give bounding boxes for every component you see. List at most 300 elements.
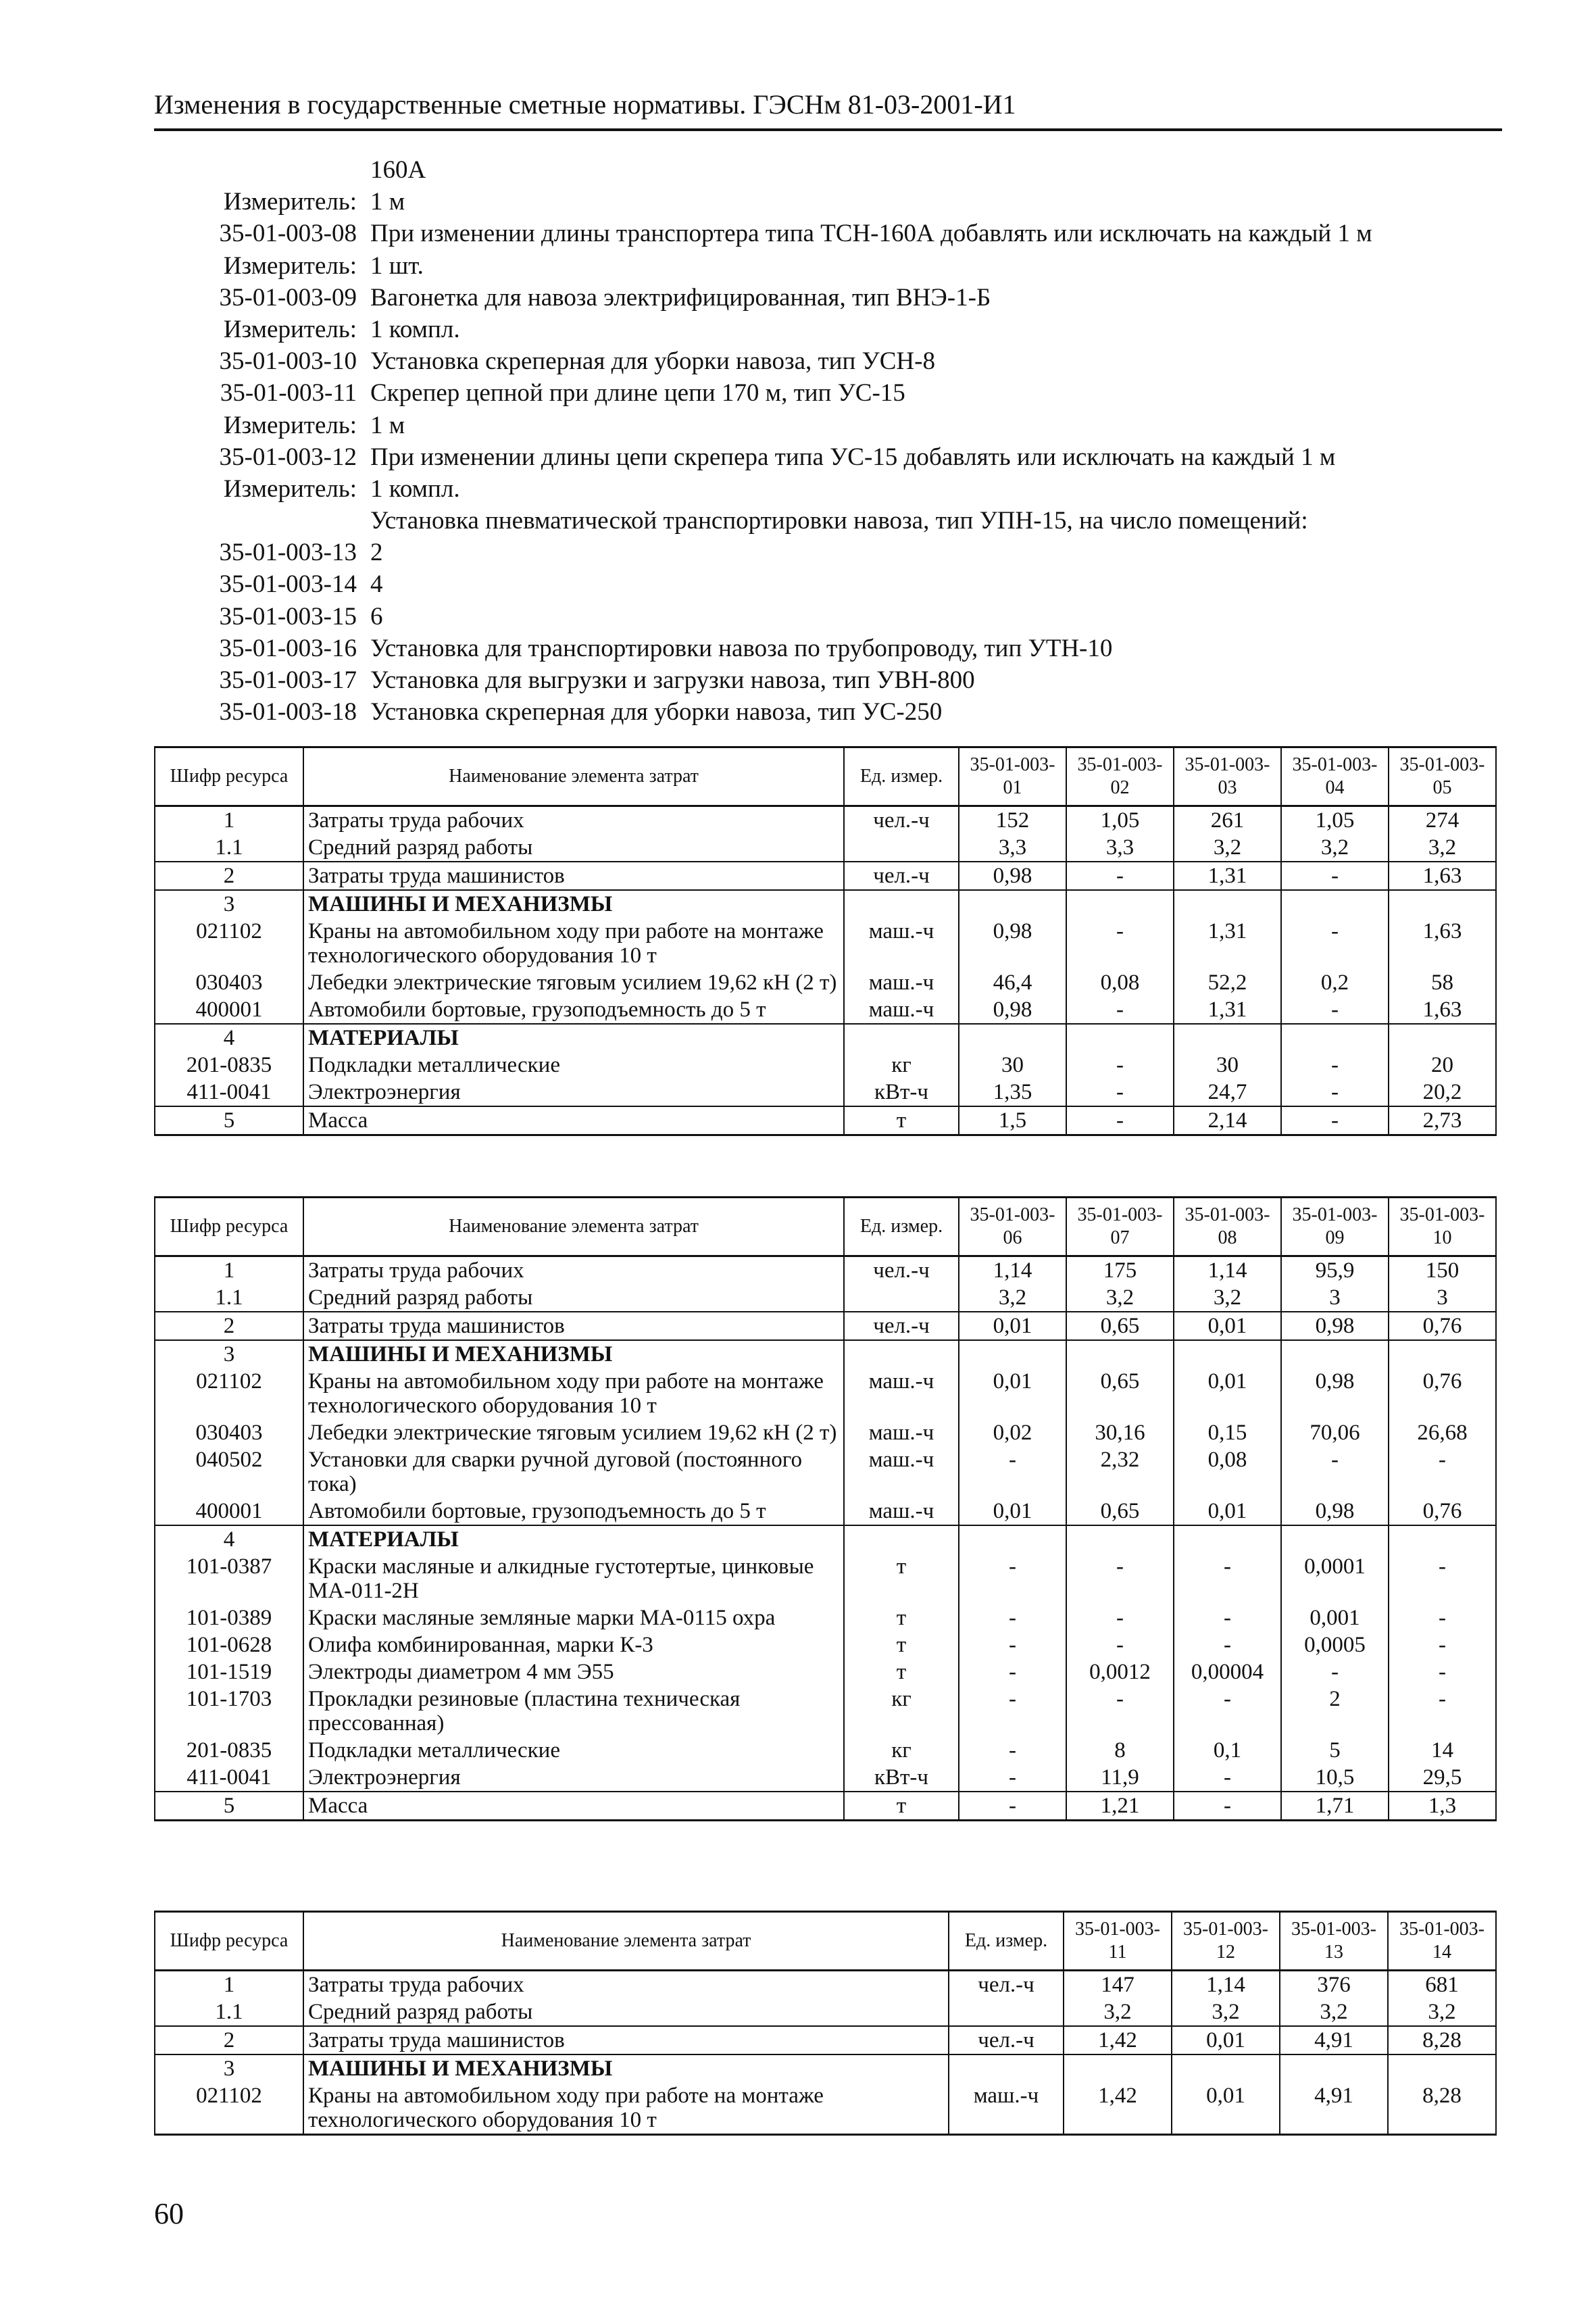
resource-code: 411-0041 xyxy=(155,1764,303,1792)
column-header: 35-01-003-14 xyxy=(1388,1912,1496,1971)
norm-value: - xyxy=(959,1792,1066,1821)
norm-value: 376 xyxy=(1280,1971,1388,1999)
table-row xyxy=(155,1998,1496,2026)
norm-value: 70,06 xyxy=(1281,1419,1389,1446)
table-row xyxy=(155,1971,1496,1999)
norm-value: 1,14 xyxy=(959,1256,1066,1285)
unit xyxy=(949,2054,1064,2082)
norm-value: 3,2 xyxy=(1172,1998,1280,2026)
unit: маш.-ч xyxy=(844,1498,959,1525)
norm-value xyxy=(1281,1024,1389,1052)
cost-element-name: Затраты труда рабочих xyxy=(303,1971,949,1999)
table-row xyxy=(155,1498,1496,1525)
resource-code: 1 xyxy=(155,1256,303,1285)
cost-element-name: Затраты труда машинистов xyxy=(303,862,844,890)
table-row xyxy=(155,1604,1496,1631)
resource-table-2 xyxy=(154,1196,1497,1821)
intro-code: 35-01-003-10 xyxy=(219,347,357,376)
resource-code: 2 xyxy=(155,862,303,890)
cost-element-name: Краны на автомобильном ходу при работе на монтаже технологического оборудования 10 т xyxy=(303,2082,949,2135)
resource-code: 400001 xyxy=(155,1498,303,1525)
table-row xyxy=(155,1792,1496,1821)
table-row xyxy=(155,1368,1496,1419)
table-row xyxy=(155,918,1496,969)
table-row xyxy=(155,834,1496,862)
norm-value: 261 xyxy=(1174,806,1281,835)
unit xyxy=(844,1024,959,1052)
norm-value: 1,42 xyxy=(1064,2026,1172,2054)
norm-value: 1,05 xyxy=(1066,806,1174,835)
intro-line xyxy=(154,345,1505,377)
cost-element-name: Подкладки металлические xyxy=(303,1737,844,1764)
norm-value: 1,14 xyxy=(1172,1971,1280,1999)
cost-element-name: Краски масляные земляные марки МА-0115 охра xyxy=(303,1604,844,1631)
resource-code: 101-0628 xyxy=(155,1631,303,1658)
resource-code: 3 xyxy=(155,890,303,918)
table-row xyxy=(155,1737,1496,1764)
unit: маш.-ч xyxy=(844,918,959,969)
resource-table-3 xyxy=(154,1911,1497,2136)
norm-value: - xyxy=(1066,1604,1174,1631)
resource-code: 2 xyxy=(155,2026,303,2054)
norm-value: - xyxy=(959,1685,1066,1737)
norm-value: 1,42 xyxy=(1064,2082,1172,2135)
norm-value: - xyxy=(959,1553,1066,1604)
resource-code: 201-0835 xyxy=(155,1052,303,1079)
column-header: 35-01-003-07 xyxy=(1066,1198,1174,1256)
column-header: 35-01-003-01 xyxy=(959,747,1066,806)
norm-value: 0,01 xyxy=(959,1368,1066,1419)
norm-value: 0,98 xyxy=(959,918,1066,969)
norm-value: 0,98 xyxy=(1281,1498,1389,1525)
norm-value: - xyxy=(1281,862,1389,890)
norm-value: - xyxy=(1281,1446,1389,1498)
unit xyxy=(844,890,959,918)
norm-value: - xyxy=(1066,1685,1174,1737)
resource-code: 040502 xyxy=(155,1446,303,1498)
table-row xyxy=(155,862,1496,890)
running-header: Изменения в государственные сметные нормативы. ГЭСНм 81-03-2001-И1 xyxy=(154,88,1502,131)
resource-code: 101-1703 xyxy=(155,1685,303,1737)
norm-value: 3,2 xyxy=(959,1284,1066,1312)
norm-value: - xyxy=(1066,1079,1174,1106)
intro-code: 35-01-003-11 xyxy=(220,379,357,408)
unit xyxy=(949,1998,1064,2026)
cost-element-name: Затраты труда машинистов xyxy=(303,2026,949,2054)
norm-value: - xyxy=(1066,996,1174,1024)
norm-value: 0,001 xyxy=(1281,1604,1389,1631)
norm-value xyxy=(959,890,1066,918)
unit: кг xyxy=(844,1052,959,1079)
norm-value: 150 xyxy=(1389,1256,1496,1285)
norm-value: 0,01 xyxy=(1174,1368,1281,1419)
norm-value: 3,3 xyxy=(959,834,1066,862)
resource-code: 3 xyxy=(155,2054,303,2082)
norm-value: 1,35 xyxy=(959,1079,1066,1106)
norm-value: 0,01 xyxy=(959,1312,1066,1340)
cost-element-name: МАШИНЫ И МЕХАНИЗМЫ xyxy=(303,890,844,918)
column-header: 35-01-003-10 xyxy=(1389,1198,1496,1256)
table-row xyxy=(155,1446,1496,1498)
norm-value: 0,15 xyxy=(1174,1419,1281,1446)
norm-value: 0,0001 xyxy=(1281,1553,1389,1604)
norm-value: 175 xyxy=(1066,1256,1174,1285)
norm-value: 0,65 xyxy=(1066,1312,1174,1340)
cost-element-name: Лебедки электрические тяговым усилием 19,62 кН (2 т) xyxy=(303,969,844,996)
cost-element-name: МАШИНЫ И МЕХАНИЗМЫ xyxy=(303,2054,949,2082)
norm-value: 14 xyxy=(1389,1737,1496,1764)
norm-value: - xyxy=(1066,1553,1174,1604)
column-header: 35-01-003-05 xyxy=(1389,747,1496,806)
norm-value: 30 xyxy=(959,1052,1066,1079)
unit: т xyxy=(844,1658,959,1685)
norm-value: 26,68 xyxy=(1389,1419,1496,1446)
norm-value: 2 xyxy=(1281,1685,1389,1737)
norm-value: - xyxy=(1389,1631,1496,1658)
norm-value: - xyxy=(1174,1764,1281,1792)
norm-value: 30,16 xyxy=(1066,1419,1174,1446)
table-row xyxy=(155,1256,1496,1285)
norm-value: 11,9 xyxy=(1066,1764,1174,1792)
intro-text: Установка пневматической транспортировки навоза, тип УПН-15, на число помещений: xyxy=(370,507,1308,535)
norm-value: 8,28 xyxy=(1388,2082,1496,2135)
norm-value xyxy=(1066,1024,1174,1052)
intro-line xyxy=(154,473,1505,505)
column-header: Шифр ресурса xyxy=(155,1198,303,1256)
norm-value: 1,31 xyxy=(1174,862,1281,890)
cost-element-name: Краны на автомобильном ходу при работе на монтаже технологического оборудования 10 т xyxy=(303,918,844,969)
resource-code: 101-0389 xyxy=(155,1604,303,1631)
norm-value xyxy=(1174,890,1281,918)
cost-element-name: Установки для сварки ручной дуговой (постоянного тока) xyxy=(303,1446,844,1498)
column-header: Ед. измер. xyxy=(844,1198,959,1256)
norm-value: 20,2 xyxy=(1389,1079,1496,1106)
resource-code: 4 xyxy=(155,1024,303,1052)
table-row xyxy=(155,1764,1496,1792)
intro-text: Скрепер цепной при длине цепи 170 м, тип УС-15 xyxy=(370,379,905,408)
norm-value: 3 xyxy=(1281,1284,1389,1312)
norm-value: 2,14 xyxy=(1174,1106,1281,1135)
norm-value: 1,63 xyxy=(1389,862,1496,890)
norm-value: - xyxy=(1389,1446,1496,1498)
table-row xyxy=(155,2026,1496,2054)
intro-line xyxy=(154,282,1505,314)
cost-element-name: Электроэнергия xyxy=(303,1764,844,1792)
norm-value: 10,5 xyxy=(1281,1764,1389,1792)
norm-value: 3,2 xyxy=(1066,1284,1174,1312)
intro-code: 35-01-003-13 xyxy=(219,539,357,567)
norm-value: - xyxy=(1066,1052,1174,1079)
table-row xyxy=(155,1340,1496,1368)
norm-value: 46,4 xyxy=(959,969,1066,996)
column-header: Наименование элемента затрат xyxy=(303,747,844,806)
norm-value xyxy=(1280,2054,1388,2082)
column-header: Шифр ресурса xyxy=(155,1912,303,1971)
unit: чел.-ч xyxy=(949,1971,1064,1999)
norm-value: 152 xyxy=(959,806,1066,835)
norm-value: - xyxy=(1281,1052,1389,1079)
column-header: Шифр ресурса xyxy=(155,747,303,806)
column-header: 35-01-003-03 xyxy=(1174,747,1281,806)
intro-line xyxy=(154,250,1505,282)
norm-value xyxy=(1174,1340,1281,1368)
intro-code: Измеритель: xyxy=(223,411,357,439)
intro-line xyxy=(154,410,1505,441)
norm-value xyxy=(1389,1024,1496,1052)
norm-value: - xyxy=(1281,918,1389,969)
norm-value: 2,32 xyxy=(1066,1446,1174,1498)
intro-text: Установка для выгрузки и загрузки навоза, тип УВН-800 xyxy=(370,666,975,694)
norm-value xyxy=(1066,890,1174,918)
norm-value: 0,01 xyxy=(1174,1498,1281,1525)
unit: кВт-ч xyxy=(844,1079,959,1106)
cost-element-name: Электроды диаметром 4 мм Э55 xyxy=(303,1658,844,1685)
unit: кВт-ч xyxy=(844,1764,959,1792)
intro-line xyxy=(154,505,1505,537)
norm-value: 3,2 xyxy=(1281,834,1389,862)
norm-value: - xyxy=(1389,1604,1496,1631)
norm-value: 8 xyxy=(1066,1737,1174,1764)
intro-text: 1 компл. xyxy=(370,474,460,503)
resource-code: 021102 xyxy=(155,1368,303,1419)
norm-value: 4,91 xyxy=(1280,2026,1388,2054)
resource-code: 030403 xyxy=(155,1419,303,1446)
norm-value: 0,01 xyxy=(1172,2026,1280,2054)
column-header: 35-01-003-06 xyxy=(959,1198,1066,1256)
cost-element-name: Электроэнергия xyxy=(303,1079,844,1106)
table-row xyxy=(155,806,1496,835)
table-row xyxy=(155,1052,1496,1079)
column-header: 35-01-003-11 xyxy=(1064,1912,1172,1971)
norm-value: - xyxy=(1066,1631,1174,1658)
intro-line xyxy=(154,218,1505,249)
norm-value: 1,05 xyxy=(1281,806,1389,835)
resource-code: 101-1519 xyxy=(155,1658,303,1685)
cost-element-name: Затраты труда рабочих xyxy=(303,806,844,835)
norm-value: 0,08 xyxy=(1066,969,1174,996)
norm-value: 58 xyxy=(1389,969,1496,996)
unit: кг xyxy=(844,1737,959,1764)
intro-line xyxy=(154,568,1505,600)
norm-value: 3,2 xyxy=(1280,1998,1388,2026)
norm-value: - xyxy=(959,1604,1066,1631)
table-row xyxy=(155,969,1496,996)
norm-value: 1,63 xyxy=(1389,918,1496,969)
unit xyxy=(844,1340,959,1368)
intro-text: Установка для транспортировки навоза по трубопроводу, тип УТН-10 xyxy=(370,634,1113,662)
intro-line xyxy=(154,154,1505,186)
cost-element-name: Средний разряд работы xyxy=(303,1284,844,1312)
norm-value: 147 xyxy=(1064,1971,1172,1999)
norm-value: 1,21 xyxy=(1066,1792,1174,1821)
unit xyxy=(844,834,959,862)
norm-value: 1,3 xyxy=(1389,1792,1496,1821)
intro-line xyxy=(154,441,1505,473)
norm-value: - xyxy=(1066,918,1174,969)
norm-value: - xyxy=(1281,1106,1389,1135)
intro-text: 6 xyxy=(370,602,383,631)
column-header: Наименование элемента затрат xyxy=(303,1198,844,1256)
table-row xyxy=(155,890,1496,918)
table-row xyxy=(155,1631,1496,1658)
resource-code: 400001 xyxy=(155,996,303,1024)
norm-value: - xyxy=(1389,1685,1496,1737)
norm-value: 95,9 xyxy=(1281,1256,1389,1285)
intro-line xyxy=(154,537,1505,568)
intro-text: 1 м xyxy=(370,411,405,439)
resource-code: 5 xyxy=(155,1792,303,1821)
norm-value: 681 xyxy=(1388,1971,1496,1999)
cost-element-name: Лебедки электрические тяговым усилием 19,62 кН (2 т) xyxy=(303,1419,844,1446)
cost-element-name: Автомобили бортовые, грузоподъемность до 5 т xyxy=(303,996,844,1024)
cost-element-name: МАШИНЫ И МЕХАНИЗМЫ xyxy=(303,1340,844,1368)
resource-code: 3 xyxy=(155,1340,303,1368)
norm-value xyxy=(1389,890,1496,918)
cost-element-name: МАТЕРИАЛЫ xyxy=(303,1024,844,1052)
norm-value xyxy=(1174,1024,1281,1052)
norm-value xyxy=(959,1024,1066,1052)
cost-element-name: Затраты труда машинистов xyxy=(303,1312,844,1340)
table-row xyxy=(155,1685,1496,1737)
table-row xyxy=(155,1658,1496,1685)
resource-code: 021102 xyxy=(155,918,303,969)
norm-value: 0,76 xyxy=(1389,1312,1496,1340)
table-row xyxy=(155,1312,1496,1340)
intro-text: 1 шт. xyxy=(370,251,424,280)
unit: чел.-ч xyxy=(949,2026,1064,2054)
intro-line xyxy=(154,633,1505,664)
cost-element-name: МАТЕРИАЛЫ xyxy=(303,1525,844,1553)
unit xyxy=(844,1525,959,1553)
norm-value: - xyxy=(1174,1553,1281,1604)
unit: маш.-ч xyxy=(844,996,959,1024)
norm-value: 3,2 xyxy=(1388,1998,1496,2026)
norm-value: 30 xyxy=(1174,1052,1281,1079)
column-header: Наименование элемента затрат xyxy=(303,1912,949,1971)
intro-text: 160А xyxy=(370,156,426,184)
cost-element-name: Прокладки резиновые (пластина техническая прессованная) xyxy=(303,1685,844,1737)
norm-value xyxy=(1064,2054,1172,2082)
cost-element-name: Масса xyxy=(303,1106,844,1135)
norm-value: 0,01 xyxy=(959,1498,1066,1525)
table-row xyxy=(155,1419,1496,1446)
column-header: 35-01-003-04 xyxy=(1281,747,1389,806)
unit: маш.-ч xyxy=(844,1419,959,1446)
unit: т xyxy=(844,1106,959,1135)
intro-code: 35-01-003-08 xyxy=(219,220,357,248)
norm-value: 3,3 xyxy=(1066,834,1174,862)
intro-list xyxy=(154,154,1505,728)
norm-value: 0,02 xyxy=(959,1419,1066,1446)
norm-value: 0,01 xyxy=(1174,1312,1281,1340)
intro-code: 35-01-003-16 xyxy=(219,634,357,662)
resource-code: 201-0835 xyxy=(155,1737,303,1764)
cost-element-name: Средний разряд работы xyxy=(303,834,844,862)
unit: чел.-ч xyxy=(844,1312,959,1340)
resource-code: 1.1 xyxy=(155,1998,303,2026)
norm-value: 0,65 xyxy=(1066,1368,1174,1419)
norm-value: 3,2 xyxy=(1174,834,1281,862)
table-row xyxy=(155,1284,1496,1312)
norm-value: 0,01 xyxy=(1172,2082,1280,2135)
column-header: 35-01-003-08 xyxy=(1174,1198,1281,1256)
column-header: 35-01-003-09 xyxy=(1281,1198,1389,1256)
unit: чел.-ч xyxy=(844,1256,959,1285)
unit: маш.-ч xyxy=(949,2082,1064,2135)
intro-text: При изменении длины транспортера типа ТСН-160А добавлять или исключать на каждый 1 м xyxy=(370,220,1372,248)
norm-value xyxy=(959,1340,1066,1368)
norm-value xyxy=(1281,890,1389,918)
resource-code: 1 xyxy=(155,1971,303,1999)
norm-value: - xyxy=(1389,1658,1496,1685)
intro-text: 1 м xyxy=(370,188,405,216)
intro-text: Установка скреперная для уборки навоза, тип УС-250 xyxy=(370,698,943,727)
norm-value: 52,2 xyxy=(1174,969,1281,996)
intro-code: Измеритель: xyxy=(223,188,357,216)
intro-text: Вагонетка для навоза электрифицированная, тип ВНЭ-1-Б xyxy=(370,283,991,312)
intro-code xyxy=(154,505,370,537)
norm-value xyxy=(1389,1525,1496,1553)
norm-value: 29,5 xyxy=(1389,1764,1496,1792)
cost-element-name: Масса xyxy=(303,1792,844,1821)
resource-code: 021102 xyxy=(155,2082,303,2135)
norm-value: 3,2 xyxy=(1174,1284,1281,1312)
unit xyxy=(844,1284,959,1312)
norm-value: - xyxy=(1174,1685,1281,1737)
unit: кг xyxy=(844,1685,959,1737)
intro-code: Измеритель: xyxy=(223,315,357,343)
norm-value: 5 xyxy=(1281,1737,1389,1764)
norm-value: - xyxy=(1174,1604,1281,1631)
intro-code: 35-01-003-12 xyxy=(219,443,357,471)
intro-code xyxy=(154,154,370,186)
intro-code: 35-01-003-15 xyxy=(219,602,357,631)
norm-value xyxy=(1174,1525,1281,1553)
table-row xyxy=(155,1024,1496,1052)
norm-value xyxy=(959,1525,1066,1553)
unit: т xyxy=(844,1553,959,1604)
norm-value: - xyxy=(1174,1792,1281,1821)
table-row xyxy=(155,1079,1496,1106)
norm-value: 0,08 xyxy=(1174,1446,1281,1498)
norm-value: 0,98 xyxy=(1281,1312,1389,1340)
resource-code: 2 xyxy=(155,1312,303,1340)
norm-value xyxy=(1066,1525,1174,1553)
resource-code: 4 xyxy=(155,1525,303,1553)
norm-value xyxy=(1389,1340,1496,1368)
norm-value xyxy=(1388,2054,1496,2082)
norm-value: - xyxy=(1066,1106,1174,1135)
cost-element-name: Подкладки металлические xyxy=(303,1052,844,1079)
norm-value: - xyxy=(959,1446,1066,1498)
norm-value: 0,0012 xyxy=(1066,1658,1174,1685)
intro-text: При изменении длины цепи скрепера типа УС-15 добавлять или исключать на каждый 1 м xyxy=(370,443,1336,471)
norm-value: 0,98 xyxy=(959,996,1066,1024)
resource-code: 1 xyxy=(155,806,303,835)
resource-code: 5 xyxy=(155,1106,303,1135)
unit: маш.-ч xyxy=(844,1446,959,1498)
intro-line xyxy=(154,377,1505,409)
column-header: Ед. измер. xyxy=(949,1912,1064,1971)
norm-value xyxy=(1281,1525,1389,1553)
intro-code: 35-01-003-14 xyxy=(219,570,357,599)
intro-code: 35-01-003-09 xyxy=(219,283,357,312)
norm-value: - xyxy=(959,1764,1066,1792)
table-row xyxy=(155,1525,1496,1553)
norm-value: 2,73 xyxy=(1389,1106,1496,1135)
intro-code: Измеритель: xyxy=(223,474,357,503)
intro-line xyxy=(154,664,1505,696)
